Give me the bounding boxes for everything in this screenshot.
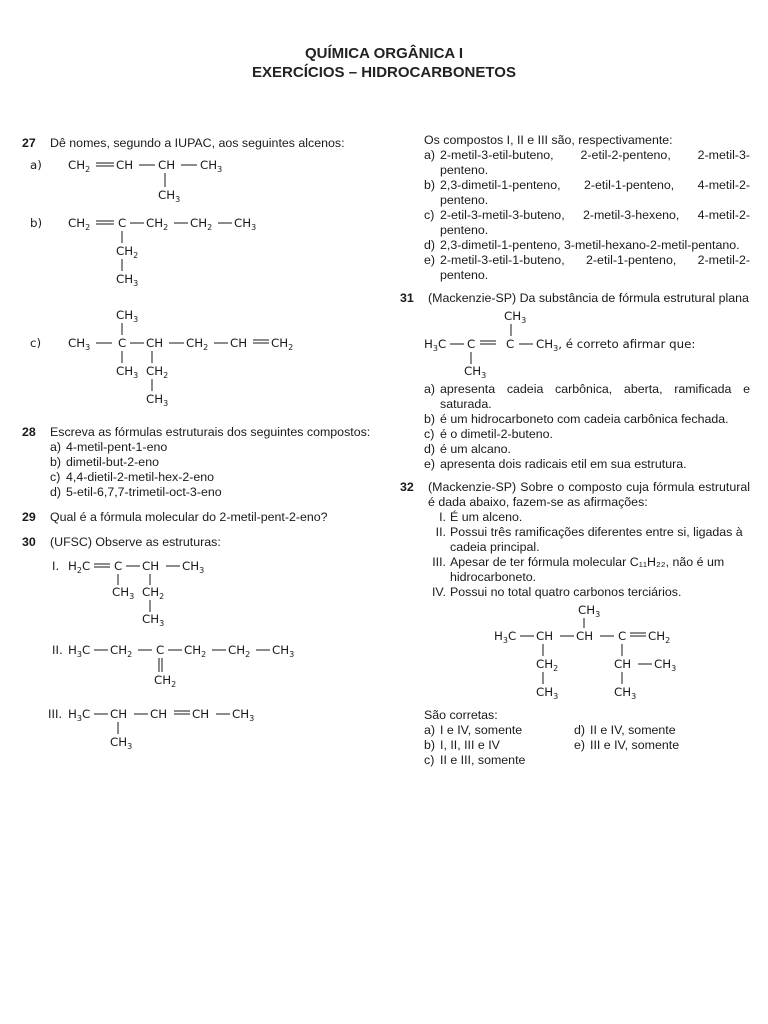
svg-text:CH: CH (110, 707, 128, 721)
formula-30-I (22, 556, 382, 632)
option-label: d) (574, 723, 586, 737)
svg-text:C: C (118, 336, 127, 350)
option-32d (574, 723, 724, 738)
option-label: a) (424, 382, 436, 396)
option-text: 5-etil-6,7,7-trimetil-oct-3-eno (66, 485, 222, 499)
option-text: 4-metil-pent-1-eno (66, 440, 168, 454)
svg-text:CH: CH (230, 336, 248, 350)
option-text: é um hidrocarboneto com cadeia carbônica fechada. (440, 412, 729, 426)
header-subtitle: EXERCÍCIOS – HIDROCARBONETOS (252, 64, 516, 81)
question-31-options (424, 382, 750, 472)
svg-text:CH3: $CH_3$ (112, 585, 135, 601)
question-32-answers (424, 708, 750, 768)
answers-grid (424, 723, 750, 768)
svg-text:CH3: $CH_3$ (464, 364, 487, 380)
option-text: é um alcano. (440, 442, 511, 456)
svg-text:CH3: $CH_3$ (200, 158, 223, 174)
option-label: d) (50, 485, 62, 499)
svg-text:CH2: $CH_2$ (146, 216, 169, 232)
structure-27b (22, 215, 390, 295)
svg-text:CH2: $CH_2$ (186, 336, 209, 352)
formula-27a (22, 157, 382, 207)
structure-label: II. (52, 643, 63, 657)
option-label: b) (30, 216, 43, 230)
right-column (400, 133, 750, 768)
option-text: III e IV, somente (590, 738, 680, 752)
option-label: c) (424, 427, 435, 441)
question-30-intro: Os compostos I, II e III são, respectivamente: (424, 133, 673, 147)
svg-text:CH3: $CH_3$ (158, 188, 181, 204)
svg-text:CH2: $CH_2$ (146, 364, 169, 380)
svg-text:CH: CH (536, 629, 554, 643)
structure-30-I (22, 556, 390, 632)
structure-27a (22, 157, 390, 207)
svg-text:CH3: $CH_3$ (146, 392, 169, 408)
option-label: c) (424, 208, 435, 222)
option-30d (424, 238, 750, 253)
option-31c (424, 427, 750, 442)
option-label: c) (30, 336, 42, 350)
option-label: a) (424, 723, 436, 737)
svg-text:CH: CH (576, 629, 594, 643)
svg-text:CH: CH (116, 158, 134, 172)
svg-text:H3C: $H_3C$ (68, 643, 91, 659)
option-label: e) (424, 253, 436, 267)
option-label: d) (424, 442, 436, 456)
structure-30-III (22, 706, 390, 754)
question-30 (22, 535, 390, 550)
svg-text:CH2: $CH_2$ (190, 216, 213, 232)
svg-text:CH: CH (614, 657, 632, 671)
left-column (22, 136, 390, 754)
option-text: 2,3-dimetil-1-penteno, 2-etil-1-penteno, 4-metil-2-penteno. (440, 178, 750, 207)
option-31d (424, 442, 750, 457)
svg-text:C: C (506, 337, 515, 351)
option-label: c) (424, 753, 435, 767)
svg-text:CH2: $CH_2$ (271, 336, 294, 352)
option-28b (50, 455, 390, 470)
question-29 (22, 510, 390, 525)
option-label: c) (50, 470, 61, 484)
question-number: 28 (22, 425, 36, 439)
structure-label: III. (48, 707, 63, 721)
svg-text:CH2: $CH_2$ (110, 643, 133, 659)
svg-text:C: C (118, 216, 127, 230)
statement-III (424, 555, 750, 585)
question-31 (400, 291, 750, 306)
svg-text:CH2: $CH_2$ (68, 158, 91, 174)
svg-text:CH3: $CH_3$ (272, 643, 295, 659)
svg-text:H3C: $H_3C$ (494, 629, 517, 645)
option-31e (424, 457, 750, 472)
option-text: 2,3-dimetil-1-penteno, 3-metil-hexano-2-metil-pentano. (440, 238, 740, 252)
formula-32 (494, 602, 734, 702)
option-text: 2-metil-3-etil-buteno, 2-etil-2-penteno, 2-metil-3-penteno. (440, 148, 750, 177)
statement-IV (424, 585, 750, 600)
option-text: I, II, III e IV (440, 738, 500, 752)
structure-31 (424, 308, 750, 378)
svg-text:CH3: $CH_3$ (110, 735, 133, 751)
svg-text:CH3: $CH_3$ (142, 612, 165, 628)
option-label: a) (424, 148, 436, 162)
question-text: (Mackenzie-SP) Da substância de fórmula estrutural plana (428, 291, 749, 305)
svg-text:H2C: $H_2C$ (68, 559, 91, 575)
svg-text:H3C: $H_3C$ (424, 337, 447, 353)
formula-27c (22, 307, 382, 419)
page-header (0, 44, 768, 82)
svg-text:CH3: $CH_3$ (614, 685, 637, 701)
statement-text: Apesar de ter fórmula molecular C₁₁H₂₂, não é um hidrocarboneto. (450, 555, 725, 584)
statement-text: É um alceno. (450, 510, 523, 524)
option-31a (424, 382, 750, 412)
option-text: 2-metil-3-etil-1-buteno, 2-etil-1-penteno, 2-metil-2-penteno. (440, 253, 750, 282)
option-label: b) (424, 412, 436, 426)
option-label: b) (424, 738, 436, 752)
option-30a (424, 148, 750, 178)
option-28c (50, 470, 390, 485)
header-title: QUÍMICA ORGÂNICA I (304, 45, 464, 62)
option-32e (574, 738, 724, 753)
option-text: apresenta cadeia carbônica, aberta, ramificada e saturada. (440, 382, 750, 411)
option-label: d) (424, 238, 436, 252)
svg-text:C: C (618, 629, 627, 643)
option-label: e) (424, 457, 436, 471)
question-number: 31 (400, 291, 414, 305)
svg-text:CH2: $CH_2$ (228, 643, 251, 659)
option-text: dimetil-but-2-eno (66, 455, 159, 469)
svg-text:CH3: $CH_3$ (536, 685, 559, 701)
option-label: b) (424, 178, 436, 192)
structure-label: I. (52, 559, 60, 573)
formula-30-III (22, 706, 382, 754)
option-32c (424, 753, 574, 768)
question-28 (22, 425, 390, 500)
structure-27c (22, 307, 390, 419)
svg-text:CH: CH (146, 336, 164, 350)
option-text: I e IV, somente (440, 723, 523, 737)
option-label: a) (30, 158, 42, 172)
svg-text:C: C (156, 643, 165, 657)
question-text: Qual é a fórmula molecular do 2-metil-pent-2-eno? (50, 510, 328, 524)
svg-text:CH2: $CH_2$ (154, 673, 177, 689)
svg-text:CH3, é correto afirmar que:: $CH_3$, é correto afirmar que: (536, 337, 696, 353)
statement-text: Possui no total quatro carbonos terciários. (450, 585, 682, 599)
svg-text:CH3: $CH_3$ (234, 216, 257, 232)
option-text: II e IV, somente (590, 723, 676, 737)
option-label: b) (50, 455, 62, 469)
option-label: a) (50, 440, 62, 454)
svg-text:CH3: $CH_3$ (182, 559, 205, 575)
answers-heading: São corretas: (424, 708, 498, 722)
question-text: (UFSC) Observe as estruturas: (50, 535, 221, 549)
question-number: 29 (22, 510, 36, 524)
question-32 (400, 480, 750, 510)
option-30c (424, 208, 750, 238)
statement-label: IV. (431, 585, 446, 599)
svg-text:CH2: $CH_2$ (142, 585, 165, 601)
svg-text:CH2: $CH_2$ (68, 216, 91, 232)
question-text-tail: , é correto afirmar que: (558, 337, 696, 351)
svg-text:CH3: $CH_3$ (116, 364, 139, 380)
svg-text:CH3: $CH_3$ (232, 707, 255, 723)
svg-text:CH: CH (150, 707, 168, 721)
svg-text:CH: CH (142, 559, 160, 573)
svg-text:CH3: $CH_3$ (578, 603, 601, 619)
structure-32 (494, 602, 750, 702)
question-number: 32 (400, 480, 414, 494)
svg-text:C: C (114, 559, 123, 573)
svg-text:CH: CH (192, 707, 210, 721)
svg-text:CH3: $CH_3$ (116, 272, 139, 288)
option-text: 2-etil-3-metil-3-buteno, 2-metil-3-hexeno, 4-metil-2-penteno. (440, 208, 750, 237)
statement-label: III. (432, 555, 446, 569)
svg-text:CH2: $CH_2$ (648, 629, 671, 645)
statement-text: Possui três ramificações diferentes entre si, ligadas à cadeia principal. (450, 525, 743, 554)
question-text: Escreva as fórmulas estruturais dos seguintes compostos: (50, 425, 371, 439)
svg-text:CH2: $CH_2$ (536, 657, 559, 673)
svg-text:CH2: $CH_2$ (184, 643, 207, 659)
svg-text:CH: CH (158, 158, 176, 172)
formula-30-II (22, 642, 382, 694)
option-text: apresenta dois radicais etil em sua estrutura. (440, 457, 687, 471)
svg-text:CH3: $CH_3$ (116, 308, 139, 324)
formula-27b (22, 215, 382, 295)
formula-31 (424, 308, 754, 378)
option-31b (424, 412, 750, 427)
svg-text:CH3: $CH_3$ (504, 309, 527, 325)
option-30b (424, 178, 750, 208)
question-body (50, 425, 390, 500)
option-text: II e III, somente (440, 753, 526, 767)
option-32b (424, 738, 574, 753)
svg-text:CH3: $CH_3$ (654, 657, 677, 673)
option-label: e) (574, 738, 586, 752)
question-text: (Mackenzie-SP) Sobre o composto cuja fórmula estrutural é dada abaixo, fazem-se as afirmações: (428, 480, 750, 509)
statement-I (424, 510, 750, 525)
option-28d (50, 485, 390, 500)
option-30e (424, 253, 750, 283)
svg-text:CH2: $CH_2$ (116, 244, 139, 260)
svg-text:C: C (467, 337, 476, 351)
question-30-continued (424, 133, 750, 283)
option-text: é o dimetil-2-buteno. (440, 427, 553, 441)
question-27 (22, 136, 390, 151)
statement-label: II. (435, 525, 446, 539)
statement-label: I. (439, 510, 446, 524)
svg-text:CH3: $CH_3$ (68, 336, 91, 352)
question-32-statements (424, 510, 750, 600)
question-number: 27 (22, 136, 36, 150)
option-32a (424, 723, 574, 738)
option-text: 4,4-dietil-2-metil-hex-2-eno (66, 470, 215, 484)
structure-30-II (22, 642, 390, 694)
statement-II (424, 525, 750, 555)
question-text: Dê nomes, segundo a IUPAC, aos seguintes alcenos: (50, 136, 345, 150)
question-number: 30 (22, 535, 36, 549)
svg-text:H3C: $H_3C$ (68, 707, 91, 723)
option-28a (50, 440, 390, 455)
